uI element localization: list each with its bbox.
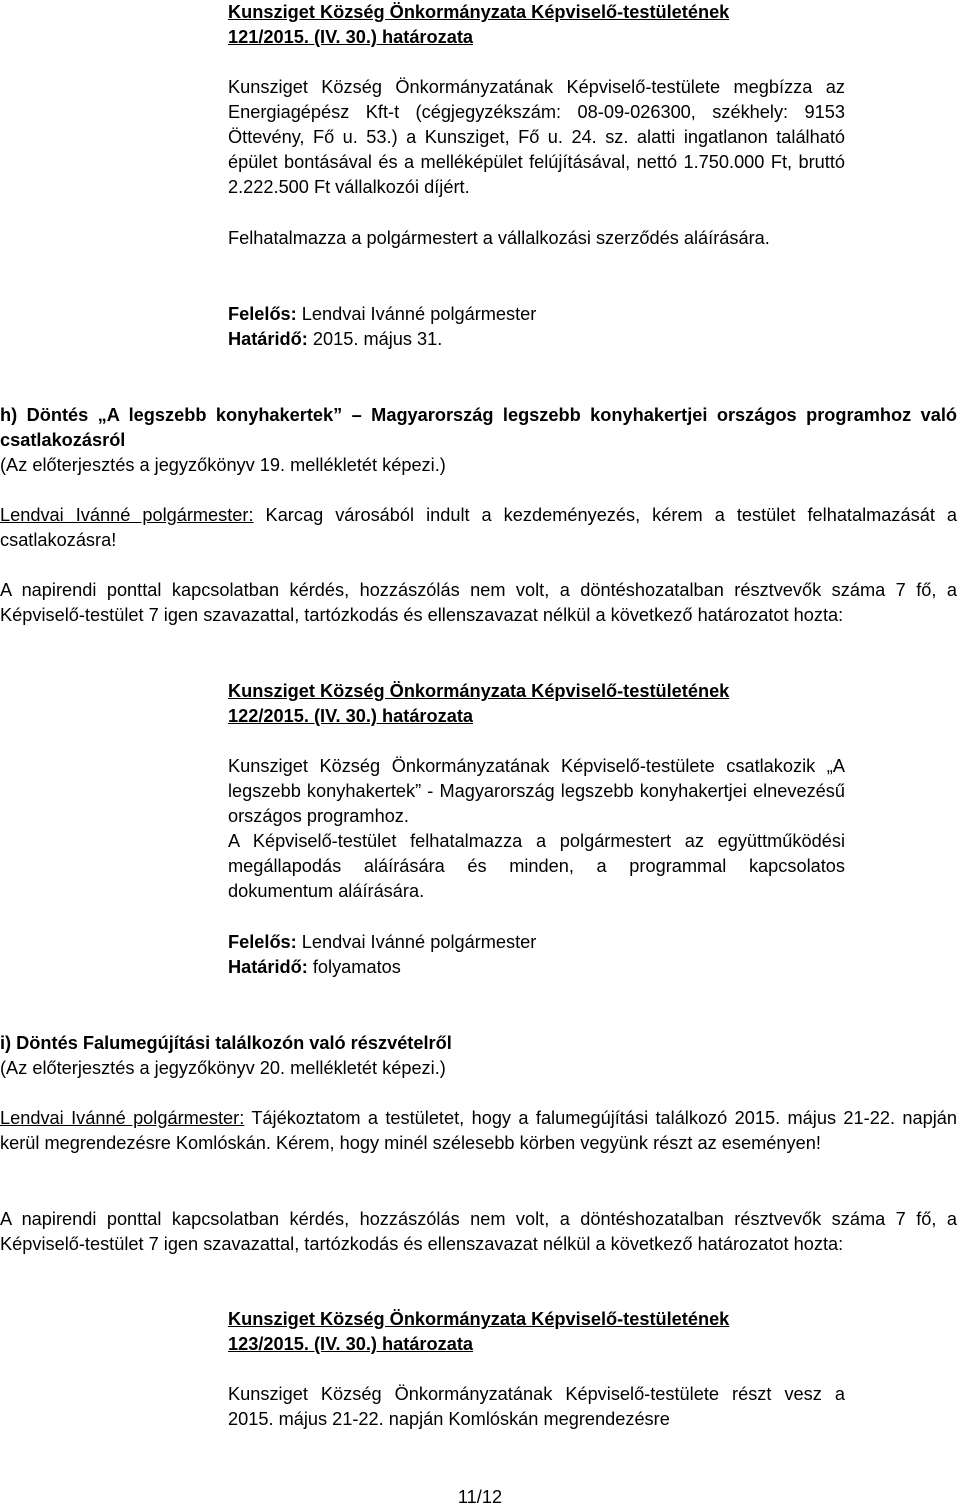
resolution-121-authorization: Felhatalmazza a polgármestert a vállalkozási szerződés aláírására.	[228, 228, 770, 248]
section-i-subtitle: (Az előterjesztés a jegyzőkönyv 20. mellékletét képezi.)	[0, 1058, 446, 1078]
section-i-speech	[0, 1106, 957, 1156]
resolution-123-body: Kunsziget Község Önkormányzatának Képviselő-testülete részt vesz a 2015. május 21-22. napján Komlóskán megrendezésre	[228, 1384, 845, 1429]
deadline-value: folyamatos	[307, 957, 401, 977]
section-h-title: h) Döntés „A legszebb konyhakertek” – Magyarország legszebb konyhakertjei országos programhoz való csatlakozásról	[0, 405, 957, 450]
section-i-title: i) Döntés Falumegújítási találkozón való részvételről	[0, 1033, 452, 1053]
resolution-123-title-line2: 123/2015. (IV. 30.) határozata	[228, 1334, 473, 1354]
resolution-122-deadline	[228, 955, 845, 980]
resolution-123-heading	[228, 1307, 868, 1357]
resolution-123-title-line1: Kunsziget Község Önkormányzata Képviselő-testületének	[228, 1309, 730, 1329]
section-h-vote: A napirendi ponttal kapcsolatban kérdés, hozzászólás nem volt, a döntéshozatalban résztvevők száma 7 fő, a Képviselő-testület 7 igen szavazattal, tartózkodás és ellenszavazat nélkül a következő határozatot hozta:	[0, 580, 957, 625]
resolution-121-body: Kunsziget Község Önkormányzatának Képviselő-testülete megbízza az Energiagépész Kft-t (cégjegyzékszám: 08-09-026300, székhely: 9153 Öttevény, Fő u. 53.) a Kunsziget, Fő u. 24. sz. alatti ingatlanon található épület bontásával és a melléképület felújításával, nettó 1.750.000 Ft, bruttó 2.222.500 Ft vállalkozói díjért.	[228, 77, 845, 197]
resolution-121-title-line2: 121/2015. (IV. 30.) határozata	[228, 27, 473, 47]
responsible-label: Felelős:	[228, 932, 297, 952]
section-h-subtitle: (Az előterjesztés a jegyzőkönyv 19. mellékletét képezi.)	[0, 455, 446, 475]
resolution-122-title-line2: 122/2015. (IV. 30.) határozata	[228, 706, 473, 726]
speech-text: Karcag városából indult a kezdeményezés, kérem a testület felhatalmazását a csatlakozásra!	[0, 505, 958, 550]
speech-text: Tájékoztatom a testületet, hogy a falumegújítási találkozó 2015. május 21-22. napján kerül megrendezésre Komlóskán. Kérem, hogy minél szélesebb körben vegyünk részt az eseményen!	[0, 1108, 957, 1153]
deadline-label: Határidő:	[228, 957, 308, 977]
resolution-122-heading	[228, 679, 868, 729]
responsible-value: Lendvai Ivánné polgármester	[296, 304, 537, 324]
deadline-label: Határidő:	[228, 329, 308, 349]
responsible-label: Felelős:	[228, 304, 297, 324]
resolution-122-authorization: A Képviselő-testület felhatalmazza a polgármestert az együttműködési megállapodás aláírására és minden, a programmal kapcsolatos dokumentum aláírására.	[228, 831, 845, 901]
resolution-122-responsible	[228, 930, 845, 955]
resolution-121-title-line1: Kunsziget Község Önkormányzata Képviselő-testületének	[228, 2, 730, 22]
resolution-122-title-line1: Kunsziget Község Önkormányzata Képviselő-testületének	[228, 681, 730, 701]
resolution-121-heading	[228, 0, 868, 50]
page-number: 11/12	[457, 1487, 503, 1507]
resolution-121-deadline	[228, 327, 845, 352]
speaker-name: Lendvai Ivánné polgármester:	[0, 505, 254, 525]
deadline-value: 2015. május 31.	[307, 329, 443, 349]
section-i-vote: A napirendi ponttal kapcsolatban kérdés, hozzászólás nem volt, a döntéshozatalban résztvevők száma 7 fő, a Képviselő-testület 7 igen szavazattal, tartózkodás és ellenszavazat nélkül a következő határozatot hozta:	[0, 1209, 957, 1254]
section-h-speech	[0, 503, 957, 553]
resolution-121-responsible	[228, 302, 845, 327]
responsible-value: Lendvai Ivánné polgármester	[296, 932, 537, 952]
resolution-122-body: Kunsziget Község Önkormányzatának Képviselő-testülete csatlakozik „A legszebb konyhakertek” - Magyarország legszebb konyhakertjei elnevezésű országos programhoz.	[228, 756, 845, 826]
speaker-name: Lendvai Ivánné polgármester:	[0, 1108, 245, 1128]
